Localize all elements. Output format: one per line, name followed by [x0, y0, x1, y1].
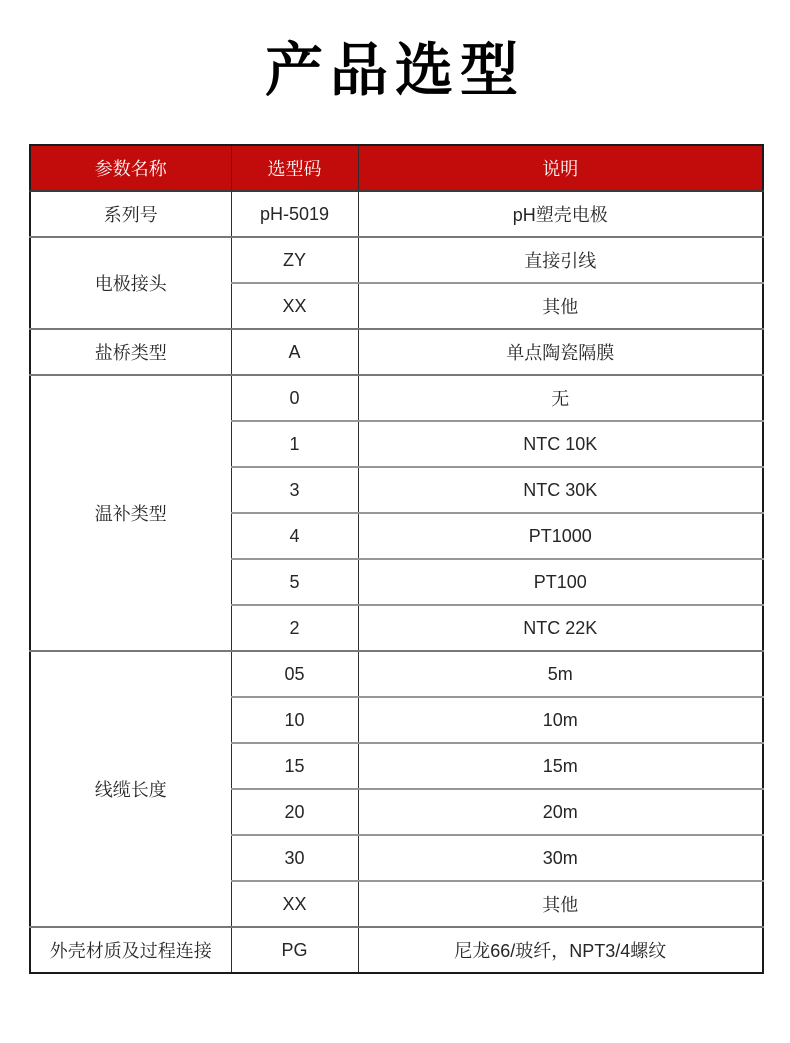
description-cell: 30m [358, 835, 763, 881]
parameter-name-cell: 系列号 [103, 205, 158, 225]
table-row [30, 375, 763, 421]
col-header-parameter-name: 参数名称 [30, 145, 231, 191]
selection-code-cell: 10 [231, 697, 358, 743]
parameter-name-cell: 电极接头 [30, 237, 231, 329]
col-header-selection-code: 选型码 [231, 145, 358, 191]
selection-code-cell: 5 [231, 559, 358, 605]
description-cell: PT100 [358, 559, 763, 605]
selection-code-cell: XX [231, 283, 358, 329]
description-cell: NTC 22K [358, 605, 763, 651]
description-cell: 5m [358, 651, 763, 697]
col-header-description: 说明 [358, 145, 763, 191]
selection-code-cell: 20 [231, 789, 358, 835]
selection-code-cell: pH-5019 [231, 191, 358, 237]
description-cell: PT1000 [358, 513, 763, 559]
product-selection-table [29, 144, 764, 974]
selection-code-cell: 2 [231, 605, 358, 651]
selection-code-cell: ZY [231, 237, 358, 283]
table-row [30, 651, 763, 697]
selection-code-cell: XX [231, 881, 358, 927]
description-cell: 单点陶瓷隔膜 [358, 329, 763, 375]
parameter-name-cell: 盐桥类型 [30, 329, 231, 375]
table-header [30, 145, 763, 191]
header-row [30, 145, 763, 191]
selection-code-cell: 3 [231, 467, 358, 513]
description-cell: pH塑壳电极 [358, 191, 763, 237]
table-row [30, 329, 763, 375]
table-row [30, 191, 763, 237]
selection-code-cell: 05 [231, 651, 358, 697]
description-cell: NTC 10K [358, 421, 763, 467]
table-row [30, 927, 763, 973]
page-title: 产品选型 [264, 38, 525, 103]
parameter-name-cell: 线缆长度 [30, 651, 231, 927]
selection-code-cell: 30 [231, 835, 358, 881]
selection-code-cell: 4 [231, 513, 358, 559]
description-cell: 其他 [358, 283, 763, 329]
description-cell: 15m [358, 743, 763, 789]
selection-code-cell: 0 [231, 375, 358, 421]
description-cell: 10m [358, 697, 763, 743]
parameter-name-cell: 温补类型 [30, 375, 231, 651]
description-cell: 尼龙66/玻纤，NPT3/4螺纹 [358, 927, 763, 973]
selection-code-cell: 1 [231, 421, 358, 467]
description-cell: 20m [358, 789, 763, 835]
description-cell: 无 [358, 375, 763, 421]
description-cell: 直接引线 [358, 237, 763, 283]
selection-code-cell: 15 [231, 743, 358, 789]
description-cell: 其他 [358, 881, 763, 927]
description-cell: NTC 30K [358, 467, 763, 513]
selection-code-cell: PG [231, 927, 358, 973]
table-body [30, 191, 763, 973]
parameter-name-cell: 外壳材质及过程连接 [30, 927, 231, 973]
table-row [30, 237, 763, 283]
selection-code-cell: A [231, 329, 358, 375]
